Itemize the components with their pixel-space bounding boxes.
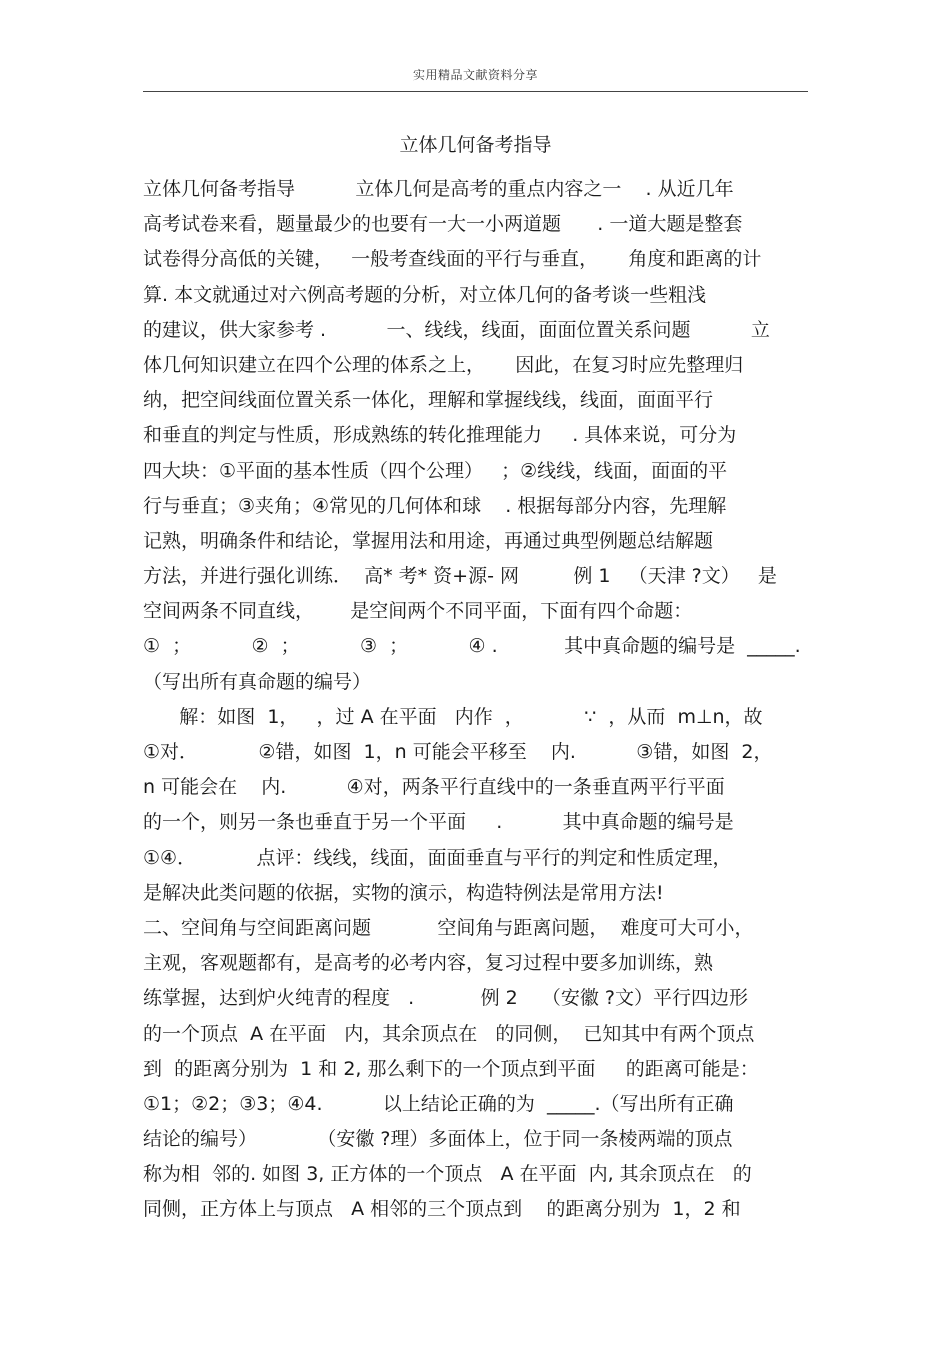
text-line: n 可能会在 内. ④对，两条平行直线中的一条垂直两平行平面: [143, 776, 725, 799]
text-line: 的建议，供大家参考 . 一、线线，线面，面面位置关系问题 立: [143, 318, 770, 341]
text-line: 是解决此类问题的依据，实物的演示，构造特例法是常用方法!: [143, 881, 664, 904]
text-line: 记熟，明确条件和结论，掌握用法和用途，再通过典型例题总结解题: [143, 529, 714, 552]
text-line: 纳，把空间线面位置关系一体化，理解和掌握线线，线面，面面平行: [143, 389, 714, 412]
text-line: 立体几何备考指导 立体几何是高考的重点内容之一 . 从近几年: [143, 178, 734, 200]
text-line: （写出所有真命题的编号）: [143, 670, 372, 693]
text-line: 空间两条不同直线， 是空间两个不同平面，下面有四个命题：: [143, 600, 693, 623]
text-line: ① ； ② ； ③ ； ④ . 其中真命题的编号是 _____.: [143, 635, 801, 658]
text-line: 主观，客观题都有，是高考的必考内容，复习过程中要多加训练，熟: [143, 952, 714, 975]
document-body: [143, 172, 808, 1228]
text-line: 练掌握，达到炉火纯青的程度 . 例 2 （安徽 ?文）平行四边形: [143, 987, 749, 1010]
text-line: 高考试卷来看，题量最少的也要有一大一小两道题 . 一道大题是整套: [143, 213, 743, 236]
text-line: 体几何知识建立在四个公理的体系之上， 因此，在复习时应先整理归: [143, 353, 744, 376]
text-line: 四大块：①平面的基本性质（四个公理） ；②线线，线面，面面的平: [143, 459, 728, 482]
text-line: ①1；②2；③3；④4. 以上结论正确的为 _____.（写出所有正确: [143, 1092, 734, 1115]
text-line: 结论的编号） （安徽 ?理）多面体上，位于同一条棱两端的顶点: [143, 1128, 733, 1151]
text-line: 的一个顶点 A 在平面 内，其余顶点在 的同侧， 已知其中有两个顶点: [143, 1022, 755, 1045]
text-line: 试卷得分高低的关键， 一般考查线面的平行与垂直， 角度和距离的计: [143, 248, 762, 271]
page-header: [143, 0, 808, 92]
header-text: 实用精品文献资料分享: [412, 68, 538, 82]
text-line: 解：如图 1， ，过 A 在平面 内作 ， ∵ ，从而 m⊥n，故: [143, 705, 763, 728]
text-line: ①对． ②错，如图 1，n 可能会平移至 内. ③错，如图 2，: [143, 741, 773, 763]
text-line: 称为相 邻的. 如图 3, 正方体的一个顶点 A 在平面 内, 其余顶点在 的: [143, 1163, 752, 1186]
text-line: 算. 本文就通过对六例高考题的分析，对立体几何的备考谈一些粗浅: [143, 283, 707, 306]
text-line: 行与垂直；③夹角；④常见的几何体和球 . 根据每部分内容，先理解: [143, 494, 727, 517]
text-line: ①④． 点评：线线，线面，面面垂直与平行的判定和性质定理，: [143, 846, 732, 869]
text-line: 的一个，则另一条也垂直于另一个平面 . 其中真命题的编号是: [143, 811, 734, 834]
header-rule: [143, 91, 808, 92]
text-line: 二、空间角与空间距离问题 空间角与距离问题， 难度可大可小，: [143, 916, 754, 939]
text-line: 到 的距离分别为 1 和 2, 那么剩下的一个顶点到平面 的距离可能是：: [143, 1057, 759, 1080]
document-title: 立体几何备考指导: [399, 134, 552, 156]
text-line: 和垂直的判定与性质，形成熟练的转化推理能力 . 具体来说，可分为: [143, 424, 737, 447]
text-line: 同侧，正方体上与顶点 A 相邻的三个顶点到 的距离分别为 1，2 和: [143, 1198, 741, 1221]
text-line: 方法，并进行强化训练． 高* 考* 资+源- 网 例 1 （天津 ?文） 是: [143, 565, 777, 588]
